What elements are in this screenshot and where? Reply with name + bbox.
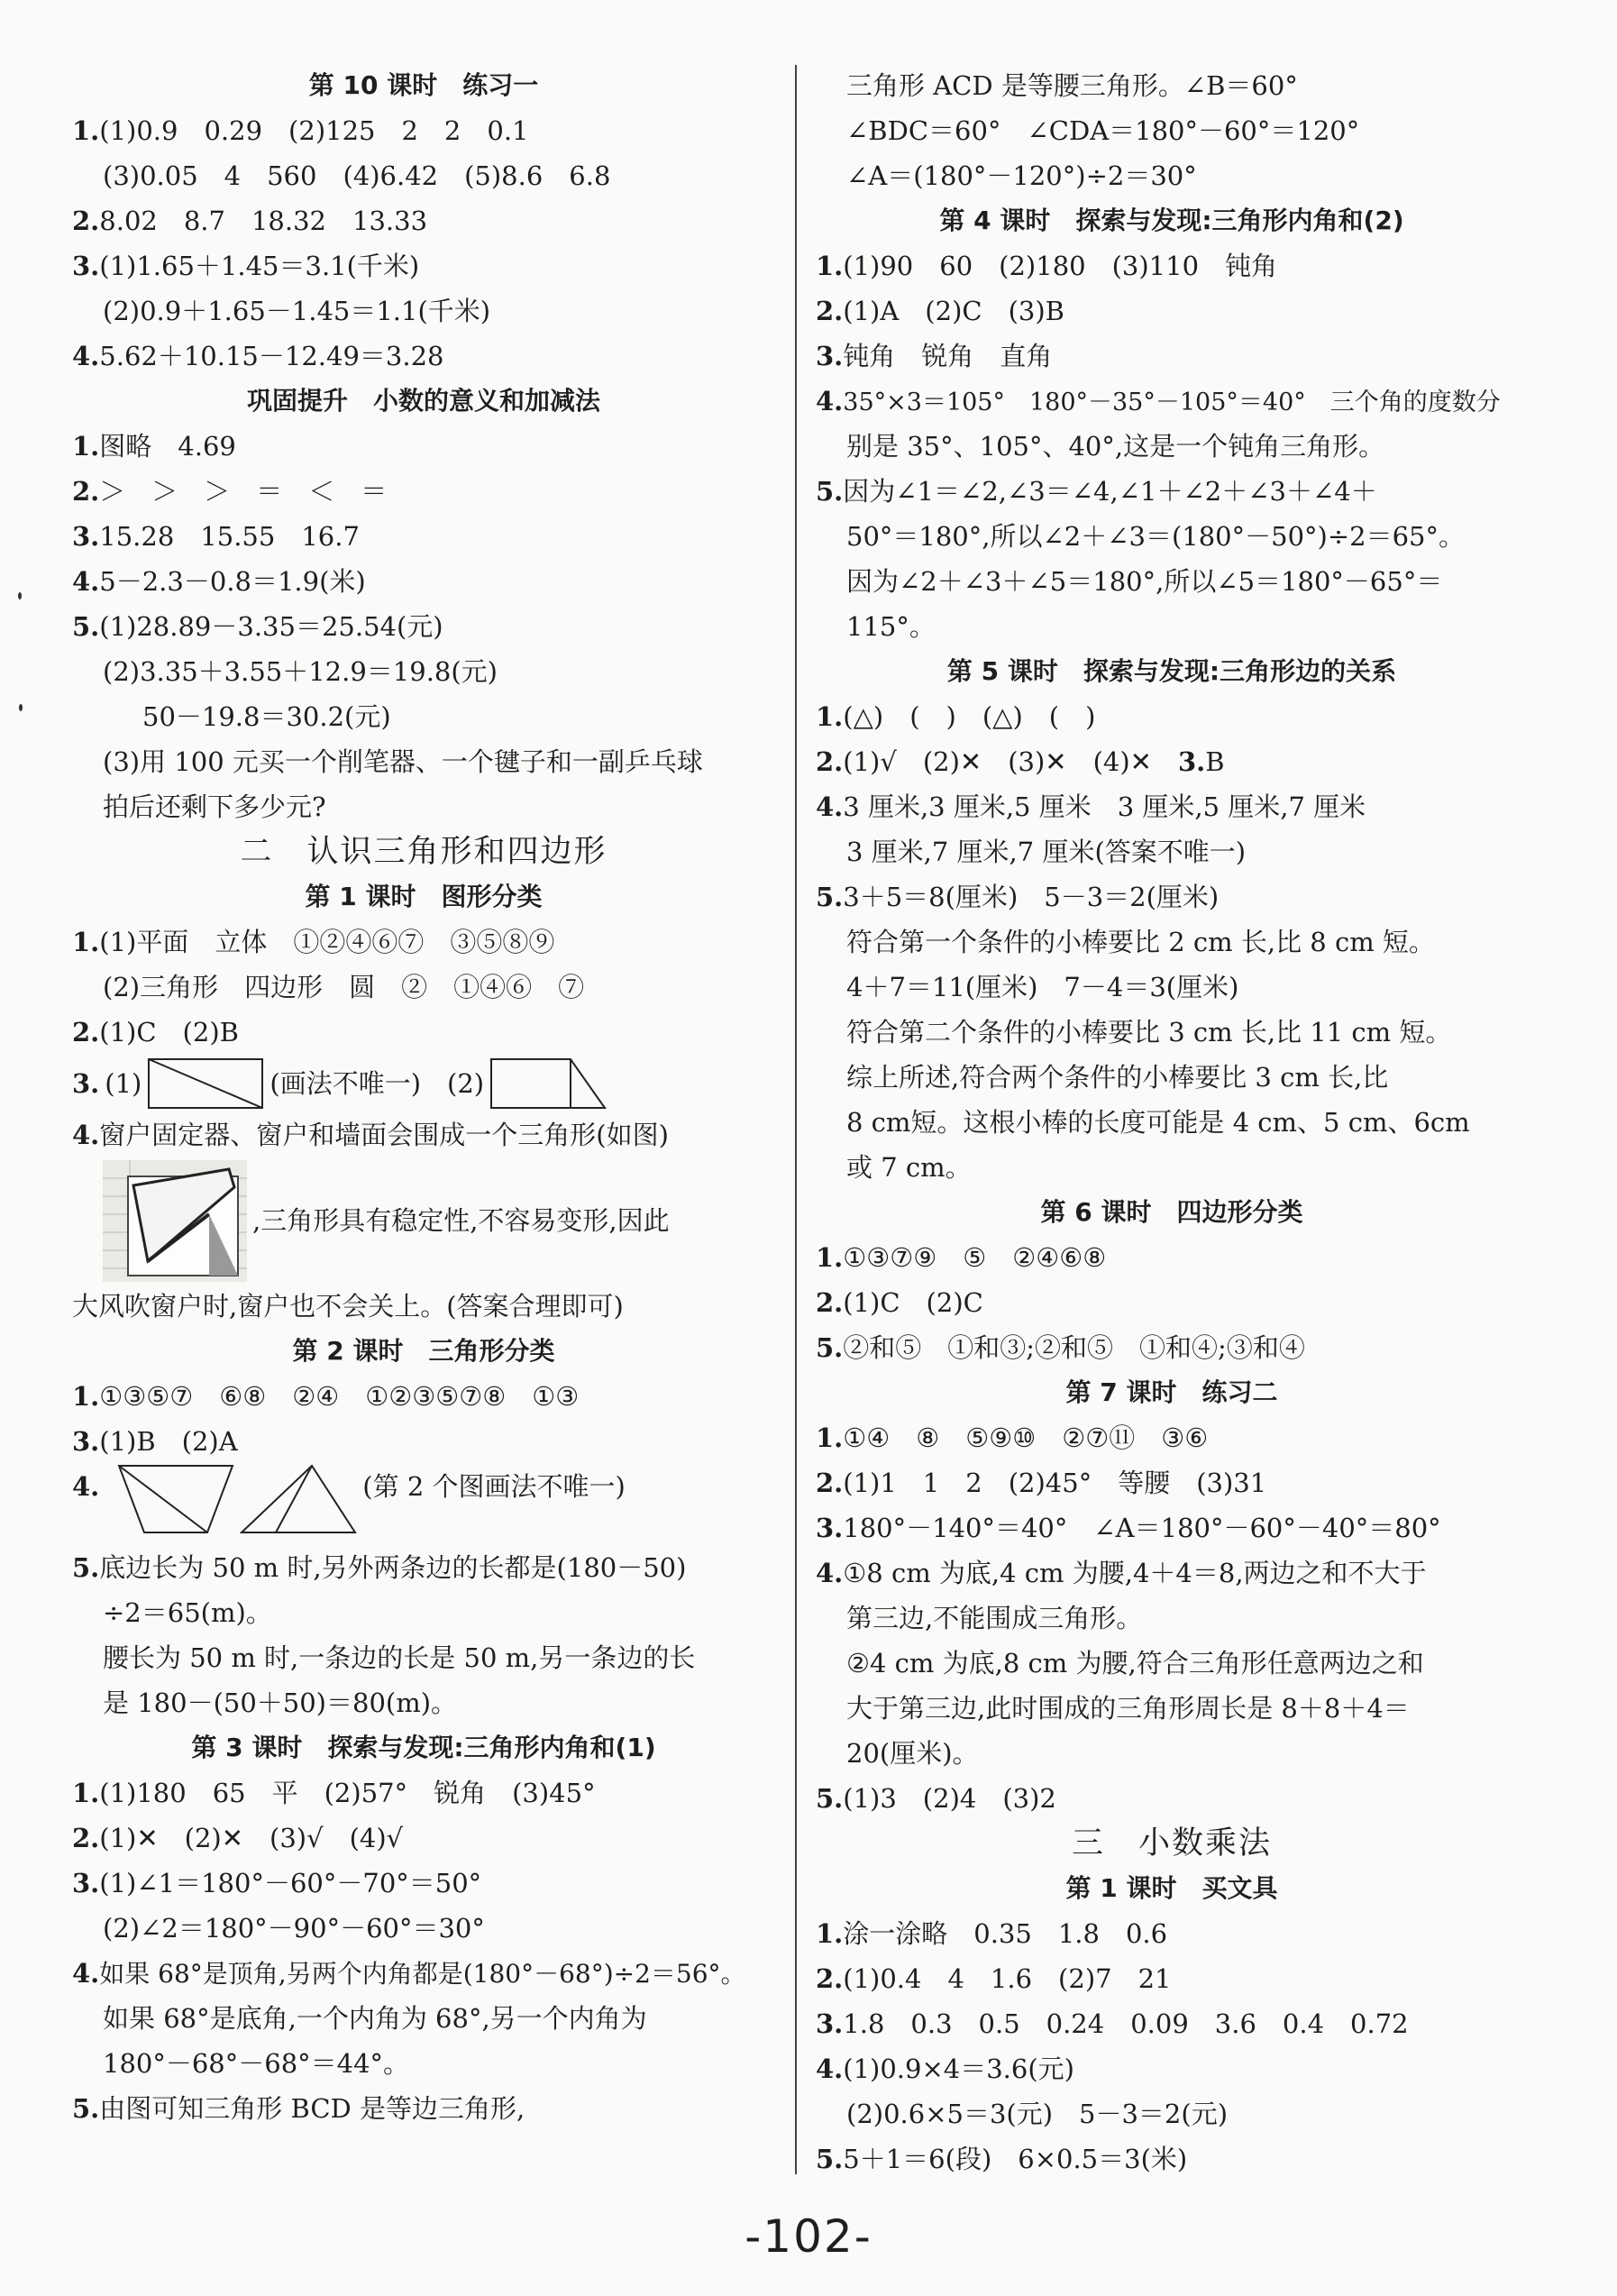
answer-text: 腰长为 50 m 时,一条边的长是 50 m,另一条边的长 [103,1642,696,1673]
item-number: 3. [72,1068,100,1099]
answer-text: 1.8 0.3 0.5 0.24 0.09 3.6 0.4 0.72 [843,2008,1409,2039]
item-number: 3. [72,1868,100,1898]
item-number: 4. [816,791,844,822]
item-number: 4. [816,386,844,416]
item-number: 1. [72,431,100,462]
answer-text: 符合第二个条件的小棒要比 3 cm 长,比 11 cm 短。 [846,1017,1452,1047]
answer-text: (2)∠2＝180°－90°－60°＝30° [103,1913,485,1944]
item-number: 3. [72,521,100,552]
item-number: 2. [816,296,844,326]
answer-text: 3 厘米,7 厘米,7 厘米(答案不唯一) [846,837,1247,867]
answer-text: ①8 cm 为底,4 cm 为腰,4＋4＝8,两边之和不大于 [843,1558,1427,1588]
answer-text: (1)✕ (2)✕ (3)√ (4)√ [99,1823,404,1853]
item-number: 1. [72,1778,100,1808]
answer-text: (1)√ (2)✕ (3)✕ (4)✕ [843,746,1152,777]
answer-text: 50－19.8＝30.2(元) [142,701,391,732]
answer-text: 8 cm短。这根小棒的长度可能是 4 cm、5 cm、6cm [846,1107,1470,1138]
answer-text: ①④ ⑧ ⑤⑨⑩ ②⑦⑪ ③⑥ [843,1422,1209,1453]
unit-heading: 三 小数乘法 [1071,1825,1272,1861]
item-number: 5. [72,1552,100,1583]
answer-text: ÷2＝65(m)。 [103,1597,272,1628]
left-column [72,63,775,2131]
answer-text: ,三角形具有稳定性,不容易变形,因此 [252,1205,670,1236]
answer-text: 底边长为 50 m 时,另外两条边的长都是(180－50) [99,1552,687,1583]
page-number: -102- [745,2210,872,2263]
scan-dots [16,590,25,717]
answer-text: (1)3 (2)4 (3)2 [843,1783,1056,1814]
item-number: 1. [816,251,844,281]
triangle-figure [240,1464,357,1534]
item-number: 4. [72,566,100,597]
answer-text: 3＋5＝8(厘米) 5－3＝2(厘米) [843,882,1220,912]
item-number: 1. [72,1381,100,1412]
lesson-heading: 第 4 课时 探索与发现:三角形内角和(2) [939,206,1404,235]
item-number: 2. [816,1963,844,1994]
answer-text: 大于第三边,此时围成的三角形周长是 8＋8＋4＝ [846,1693,1410,1724]
answer-text: ①③⑤⑦ ⑥⑧ ②④ ①②③⑤⑦⑧ ①③ [99,1381,580,1412]
column-divider [795,65,797,2174]
item-number: 2. [72,476,100,507]
answer-text: (2)0.9＋1.65－1.45＝1.1(千米) [103,296,491,326]
item-number: 5. [816,2144,844,2174]
item-number: 4. [72,1120,100,1150]
answer-text: (第 2 个图画法不唯一) [362,1471,626,1502]
item-number: 1. [72,115,100,146]
parallelogram-figure [117,1464,234,1534]
answer-text: (1)C (2)C [843,1287,983,1318]
answer-text: 别是 35°、105°、40°,这是一个钝角三角形。 [846,431,1385,462]
lesson-heading: 第 6 课时 四边形分类 [1040,1197,1303,1227]
answer-text: 符合第一个条件的小棒要比 2 cm 长,比 8 cm 短。 [846,927,1435,957]
item-number: 3. [816,2008,844,2039]
answer-text: 是 180－(50＋50)＝80(m)。 [103,1688,458,1718]
answer-text: 因为∠1＝∠2,∠3＝∠4,∠1＋∠2＋∠3＋∠4＋ [843,476,1377,507]
lesson-heading: 第 1 课时 买文具 [1065,1873,1278,1903]
answer-text: (1)0.4 4 1.6 (2)7 21 [843,1963,1172,1994]
item-number: 2. [72,1017,100,1047]
answer-text: 如果 68°是顶角,另两个内角都是(180°－68°)÷2＝56°。 [99,1959,746,1989]
answer-text: ∠BDC＝60° ∠CDA＝180°－60°＝120° [846,115,1360,146]
answer-text: (画法不唯一) (2) [270,1068,485,1099]
item-number: 3. [72,1426,100,1457]
answer-text: (1)A (2)C (3)B [843,296,1064,326]
item-number: 5. [72,2093,100,2124]
lesson-heading: 第 3 课时 探索与发现:三角形内角和(1) [191,1733,656,1762]
answer-text: 5－2.3－0.8＝1.9(米) [99,566,366,597]
item-number: 4. [72,341,100,371]
answer-text: 115°。 [846,611,936,642]
answer-text: 5.62＋10.15－12.49＝3.28 [99,341,444,371]
item-number: 5. [816,476,844,507]
unit-heading: 二 认识三角形和四边形 [240,834,608,870]
lesson-heading: 第 10 课时 练习一 [308,70,539,100]
answer-text: 5＋1＝6(段) 6×0.5＝3(米) [843,2144,1188,2174]
item-number: 2. [816,746,844,777]
item-number: 1. [816,1422,844,1453]
answer-text: (2)0.6×5＝3(元) 5－3＝2(元) [846,2099,1229,2129]
item-number: 2. [816,1287,844,1318]
trapezoid-divided-figure [489,1057,607,1110]
answer-text: (1)0.9×4＝3.6(元) [843,2054,1074,2084]
answer-text: (2)3.35＋3.55＋12.9＝19.8(元) [103,656,498,687]
lesson-heading: 第 7 课时 练习二 [1065,1377,1278,1407]
item-number: 3. [816,341,844,371]
item-number: 4. [72,1471,100,1502]
lesson-heading: 第 2 课时 三角形分类 [292,1336,555,1366]
item-number: 2. [72,206,100,236]
answer-text: 15.28 15.55 16.7 [99,521,360,552]
answer-text: (1)B (2)A [99,1426,238,1457]
answer-text: 如果 68°是底角,一个内角为 68°,另一个内角为 [103,2003,647,2034]
answer-text: 或 7 cm。 [846,1152,972,1183]
answer-text: (3)用 100 元买一个削笔器、一个毽子和一副乒乓球 [103,746,703,777]
answer-text: (2)三角形 四边形 圆 ② ①④⑥ ⑦ [103,972,585,1002]
answer-text: 由图可知三角形 BCD 是等边三角形, [99,2093,525,2124]
item-number: 3. [816,1513,844,1543]
lesson-heading: 巩固提升 小数的意义和加减法 [246,386,600,416]
answer-text: 大风吹窗户时,窗户也不会关上。(答案合理即可) [72,1291,624,1322]
item-number: 2. [816,1468,844,1498]
item-number: 5. [816,1332,844,1363]
item-number: 3. [1178,746,1206,777]
answer-text: (1)28.89－3.35＝25.54(元) [99,611,443,642]
answer-text: (3)0.05 4 560 (4)6.42 (5)8.6 6.8 [103,160,611,191]
answer-text: ②和⑤ ①和③;②和⑤ ①和④;③和④ [843,1332,1305,1363]
item-number: 3. [72,251,100,281]
item-number: 1. [816,1242,844,1273]
answer-text: (1)180 65 平 (2)57° 锐角 (3)45° [99,1778,596,1808]
item-number: 4. [816,2054,844,2084]
lesson-heading: 第 1 课时 图形分类 [305,882,543,911]
answer-text: 50°＝180°,所以∠2＋∠3＝(180°－50°)÷2＝65°。 [846,521,1466,552]
item-number: 5. [816,882,844,912]
answer-text: 涂一涂略 0.35 1.8 0.6 [843,1918,1168,1949]
item-number: 1. [72,927,100,957]
item-number: 5. [816,1783,844,1814]
answer-text: B [1205,746,1225,777]
answer-text: 180°－68°－68°＝44°。 [103,2048,410,2079]
answer-text: (1)C (2)B [99,1017,239,1047]
item-number: 1. [816,701,844,732]
answer-text: (1)平面 立体 ①②④⑥⑦ ③⑤⑧⑨ [99,927,555,957]
answer-text: 4＋7＝11(厘米) 7－4＝3(厘米) [846,972,1239,1002]
answer-text: 20(厘米)。 [846,1738,979,1769]
right-column [816,63,1528,2182]
item-number: 4. [816,1558,844,1588]
answer-text: 图略 4.69 [99,431,236,462]
answer-text: (1)1.65＋1.45＝3.1(千米) [99,251,420,281]
answer-text: 第三边,不能围成三角形。 [846,1603,1143,1633]
answer-text: 钝角 锐角 直角 [843,341,1053,371]
answer-text: 35°×3＝105° 180°－35°－105°＝40° 三个角的度数分 [843,389,1501,416]
answer-text: ∠A＝(180°－120°)÷2＝30° [846,160,1197,191]
window-illustration [103,1160,247,1282]
answer-text: (1)1 1 2 (2)45° 等腰 (3)31 [843,1468,1267,1498]
answer-text: 因为∠2＋∠3＋∠5＝180°,所以∠5＝180°－65°＝ [846,566,1443,597]
answer-text: ①③⑦⑨ ⑤ ②④⑥⑧ [843,1242,1107,1273]
answer-text: ②4 cm 为底,8 cm 为腰,符合三角形任意两边之和 [846,1648,1424,1679]
item-number: 1. [816,1918,844,1949]
answer-text: (1) [105,1068,142,1099]
answer-text: 180°－140°＝40° ∠A＝180°－60°－40°＝80° [843,1513,1441,1543]
answer-text: 综上所述,符合两个条件的小棒要比 3 cm 长,比 [846,1062,1389,1093]
item-number: 2. [72,1823,100,1853]
answer-text: (1)∠1＝180°－60°－70°＝50° [99,1868,482,1898]
answer-text: 拍后还剩下多少元? [103,791,326,822]
answer-text: 3 厘米,3 厘米,5 厘米 3 厘米,5 厘米,7 厘米 [843,791,1366,822]
answer-text: (1)90 60 (2)180 (3)110 钝角 [843,251,1278,281]
item-number: 5. [72,611,100,642]
answer-text: 8.02 8.7 18.32 13.33 [99,206,428,236]
answer-text: (1)0.9 0.29 (2)125 2 2 0.1 [99,115,529,146]
answer-text: 窗户固定器、窗户和墙面会围成一个三角形(如图) [99,1120,669,1150]
answer-text: (△) ( ) (△) ( ) [843,701,1096,732]
answer-text: 三角形 ACD 是等腰三角形。∠B＝60° [846,70,1298,101]
rectangle-diagonal-figure [147,1057,264,1110]
lesson-heading: 第 5 课时 探索与发现:三角形边的关系 [946,656,1397,686]
answer-text: ＞ ＞ ＞ ＝ ＜ ＝ [99,476,388,507]
item-number: 4. [72,1958,100,1989]
